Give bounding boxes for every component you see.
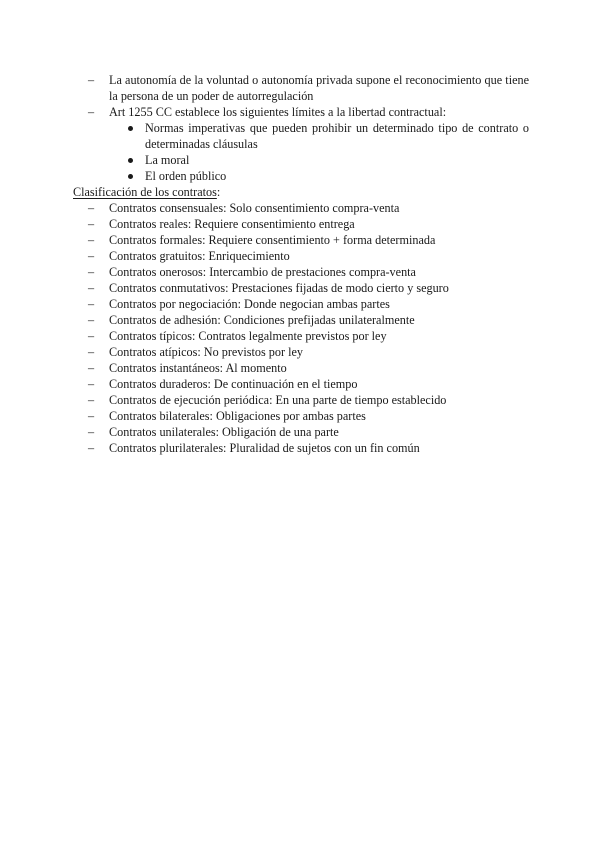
list-item-text: Contratos de adhesión: Condiciones prefijadas unilateralmente xyxy=(109,313,415,327)
list-item-text: Contratos bilaterales: Obligaciones por ambas partes xyxy=(109,409,366,423)
sublist-item-moral xyxy=(109,152,529,168)
list-item xyxy=(73,216,529,232)
list-item-autonomia xyxy=(73,72,529,104)
list-item xyxy=(73,360,529,376)
list-item xyxy=(73,408,529,424)
list-item-text: Contratos instantáneos: Al momento xyxy=(109,361,287,375)
intro-list xyxy=(73,72,529,184)
list-item-text: Contratos conmutativos: Prestaciones fijadas de modo cierto y seguro xyxy=(109,281,449,295)
sublist-item-text: El orden público xyxy=(145,169,227,183)
section-heading-text: Clasificación de los contratos xyxy=(73,185,217,199)
classification-list xyxy=(73,200,529,456)
list-item-text: Contratos típicos: Contratos legalmente previstos por ley xyxy=(109,329,387,343)
list-item-text: La autonomía de la voluntad o autonomía privada supone el reconocimiento que tiene la persona de un poder de autorregulación xyxy=(109,73,529,103)
list-item-text: Contratos gratuitos: Enriquecimiento xyxy=(109,249,290,263)
sublist-item-text: Normas imperativas que pueden prohibir un determinado tipo de contrato o determinadas cláusulas xyxy=(145,121,529,151)
list-item-text: Contratos duraderos: De continuación en el tiempo xyxy=(109,377,358,391)
list-item-art-1255 xyxy=(73,104,529,184)
list-item xyxy=(73,392,529,408)
list-item xyxy=(73,296,529,312)
list-item xyxy=(73,232,529,248)
list-item xyxy=(73,424,529,440)
list-item xyxy=(73,328,529,344)
sublist-item-text: La moral xyxy=(145,153,190,167)
list-item-text: Contratos formales: Requiere consentimiento + forma determinada xyxy=(109,233,436,247)
list-item xyxy=(73,200,529,216)
sublist-item-orden-publico xyxy=(109,168,529,184)
list-item xyxy=(73,312,529,328)
list-item xyxy=(73,376,529,392)
list-item xyxy=(73,280,529,296)
limits-sublist xyxy=(109,120,529,184)
list-item-text: Contratos por negociación: Donde negocian ambas partes xyxy=(109,297,390,311)
list-item xyxy=(73,440,529,456)
list-item-text: Contratos onerosos: Intercambio de prestaciones compra-venta xyxy=(109,265,416,279)
list-item-text: Contratos atípicos: No previstos por ley xyxy=(109,345,303,359)
list-item-text: Contratos unilaterales: Obligación de una parte xyxy=(109,425,339,439)
list-item xyxy=(73,264,529,280)
classification-heading xyxy=(73,184,529,200)
list-item-text: Contratos plurilaterales: Pluralidad de sujetos con un fin común xyxy=(109,441,420,455)
list-item-text: Contratos reales: Requiere consentimiento entrega xyxy=(109,217,355,231)
list-item xyxy=(73,344,529,360)
sublist-item-normas xyxy=(109,120,529,152)
section-heading-colon: : xyxy=(216,185,221,199)
document-body xyxy=(73,72,529,456)
list-item-text: Contratos consensuales: Solo consentimiento compra-venta xyxy=(109,201,400,215)
list-item xyxy=(73,248,529,264)
list-item-text: Contratos de ejecución periódica: En una parte de tiempo establecido xyxy=(109,393,447,407)
list-item-text: Art 1255 CC establece los siguientes límites a la libertad contractual: xyxy=(109,105,447,119)
